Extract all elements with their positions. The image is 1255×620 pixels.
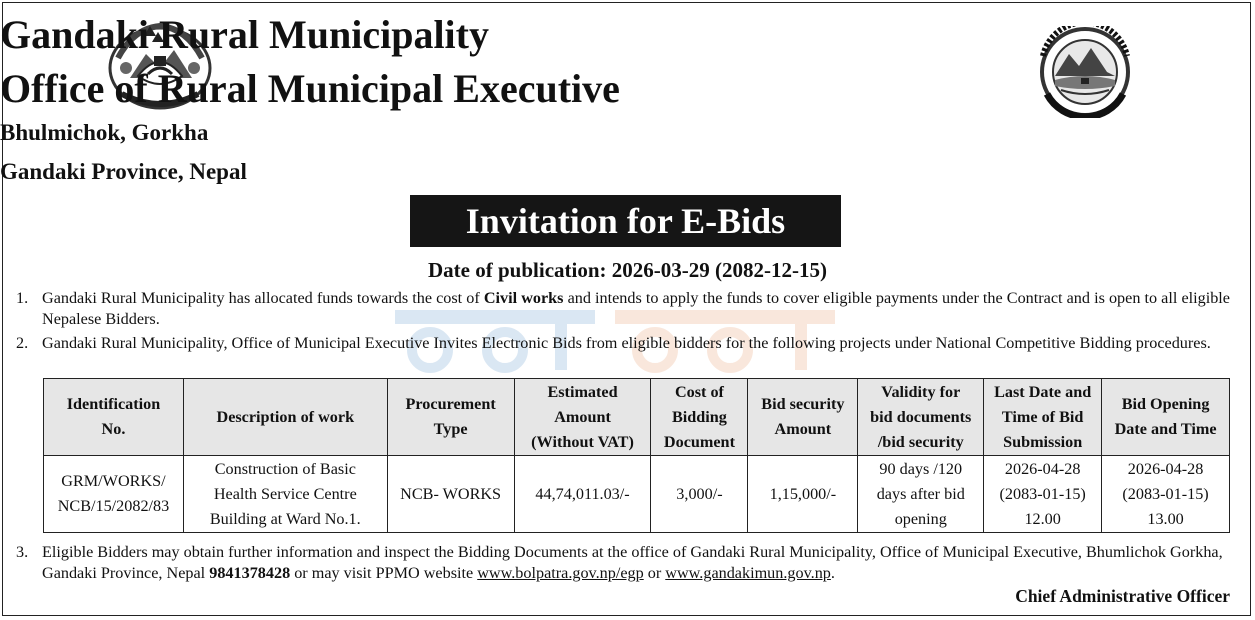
table-cell [514,456,651,533]
cell-line: Health Service Centre [213,484,357,503]
cell-line: opening [894,509,947,528]
header-line: Validity for [881,382,961,401]
cell-line: Construction of Basic [214,459,356,478]
cell-line: 1,15,000/- [769,484,837,503]
cell-line: 2026-04-28 [1004,459,1081,478]
cell-line: 3,000/- [676,484,723,503]
cell-line: 13.00 [1147,509,1184,528]
table-cell [1102,456,1230,533]
header-line: Document [663,432,735,451]
cell-line: 90 days /120 [879,459,963,478]
paragraph-number: 2. [16,334,29,352]
header-line: /bid security [877,432,964,451]
table-cell [44,456,184,533]
table-cell [984,456,1102,533]
paragraph-text [42,288,1230,330]
civil-works-emphasis: Civil works [483,289,564,307]
municipality-website-link[interactable]: www.gandakimun.gov.np [665,564,831,582]
cell-line: NCB- WORKS [400,484,502,503]
header-line: Amount [774,420,832,438]
signatory-title: Chief Administrative Officer [1015,586,1230,606]
header-line: bid documents [870,407,972,426]
header-line: Description of work [216,407,355,426]
cell-line: 2026-04-28 [1127,459,1204,478]
header-line: Time of Bid [1001,407,1084,426]
address-line: Bhulmichok, Gorkha [0,120,209,145]
column-header [651,379,748,456]
column-header [858,379,984,456]
table-cell [387,456,514,533]
table-body [44,456,1230,533]
column-header [1102,379,1230,456]
column-header [183,379,387,456]
header-line: Identification [66,395,161,413]
contact-phone: 9841378428 [209,564,291,582]
header-line: Date and Time [1114,420,1217,438]
header-line: Bid security [761,395,845,413]
notice-title-banner: Invitation for E-Bids [410,195,841,247]
header-line: No. [101,420,126,438]
header-line: Cost of [674,382,724,401]
table-cell [651,456,748,533]
paragraph-number: 1. [16,289,29,307]
header-line: Last Date and [994,382,1092,401]
table-header-row [44,379,1230,456]
column-header [387,379,514,456]
column-header [514,379,651,456]
header-line: Bidding [672,407,727,426]
municipality-name: Gandaki Rural Municipality [0,12,489,57]
table-row [44,456,1230,533]
paragraph-text: Gandaki Rural Municipality, Office of Municipal Executive Invites Electronic Bids from eligible bidders for the following projects under National Competitive Bidding procedures. [42,334,1211,352]
text-segment: and intends to apply the funds to cover eligible payments under the Contract and is open to all eligible Nepalese Bidders. [42,289,1230,328]
column-header [44,379,184,456]
cell-line: GRM/WORKS/ [61,472,166,490]
header-line: (Without VAT) [531,432,634,451]
cell-line: (2083-01-15) [999,484,1086,503]
text-segment: or [643,564,666,582]
paragraph-text [42,542,1230,584]
cell-line: 12.00 [1024,509,1061,528]
header-line: Submission [1003,432,1083,451]
cell-line: days after bid [876,484,965,503]
cell-line: Building at Ward No.1. [209,509,361,528]
column-header [748,379,858,456]
column-header [984,379,1102,456]
bids-table [43,378,1230,533]
cell-line: NCB/15/2082/83 [57,497,170,515]
cell-line: 44,74,011.03/- [535,484,630,503]
text-segment: . [830,564,835,582]
paragraph-number: 3. [16,543,29,561]
text-segment: Eligible Bidders may obtain further information and inspect the Bidding Documents at the office of Gandaki Rural Municipality, Office of Municipal Executive, Bhumlichok Gorkha, Gandaki Province, Nepal [42,543,1223,582]
cell-line: (2083-01-15) [1122,484,1209,503]
table-cell [183,456,387,533]
text-segment: or may visit PPMO website [290,564,478,582]
header-line: Type [433,420,468,438]
province-line: Gandaki Province, Nepal [0,159,247,184]
bolpatra-link[interactable]: www.bolpatra.gov.np/egp [477,564,644,582]
table-cell [858,456,984,533]
publication-date: Date of publication: 2026-03-29 (2082-12-15) [428,258,827,282]
text-segment: Gandaki Rural Municipality has allocated funds towards the cost of [42,289,484,307]
header-line: Bid Opening [1121,395,1210,413]
header-line: Amount [554,407,611,426]
header-line: Procurement [405,395,496,413]
table-cell [748,456,858,533]
office-name: Office of Rural Municipal Executive [0,66,620,111]
header-line: Estimated [547,382,618,401]
